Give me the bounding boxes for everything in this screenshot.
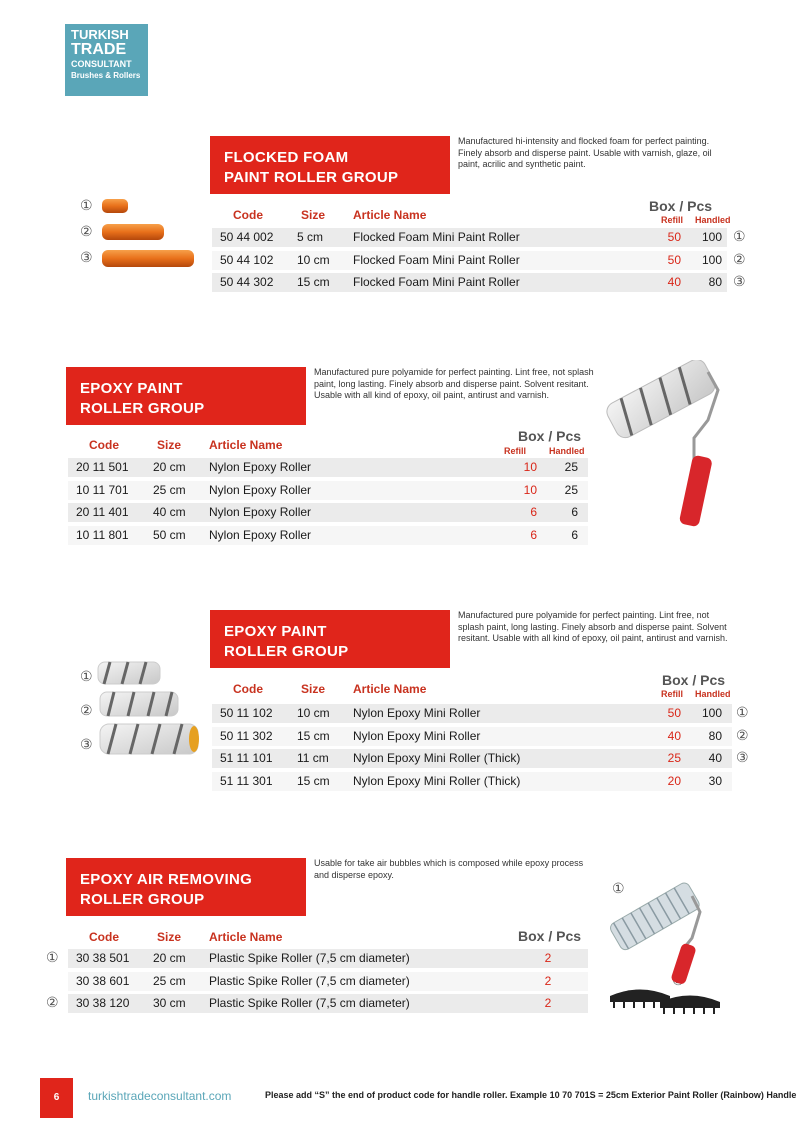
logo-line-2: TRADE <box>71 41 127 58</box>
section-4-title-line2: ROLLER GROUP <box>80 891 205 908</box>
section-3-title <box>210 610 450 668</box>
cell-code: 30 38 501 <box>76 951 130 965</box>
section-1-title <box>210 136 450 194</box>
cell-size: 20 cm <box>153 951 186 965</box>
cell-article-name: Flocked Foam Mini Paint Roller <box>353 230 520 244</box>
image-mark-2: ② <box>80 223 93 239</box>
section-2-description: Manufactured pure polyamide for perfect painting. Lint free, not splash paint, long lasting. Finely absorb and disperse paint. Solvent resitant. Usable with all kind of epoxy, oil paint, antirust and varnish. <box>314 367 594 400</box>
header-handled: Handled <box>549 446 585 456</box>
header-box-pcs: Box / Pcs <box>518 428 582 444</box>
section-1-description: Manufactured hi-intensity and flocked foam for perfect painting. Finely absorb and disperse paint. Usable with varnish, glaze, oil paint, acrilic and synthetic paint. <box>458 136 712 169</box>
cell-refill: 10 <box>523 460 537 474</box>
image-mark-3: ③ <box>80 249 93 265</box>
cell-article-name: Plastic Spike Roller (7,5 cm diameter) <box>209 996 410 1010</box>
section-2-table <box>68 428 598 458</box>
table-row <box>212 703 732 724</box>
cell-code: 50 44 102 <box>220 252 274 267</box>
section-4-title <box>66 858 306 916</box>
table-row <box>212 726 732 747</box>
row-mark: ① <box>46 949 59 965</box>
page-number: 6 <box>40 1078 73 1118</box>
table-row <box>212 748 732 769</box>
cell-refill: 6 <box>530 527 537 542</box>
row-mark: ② <box>46 994 59 1010</box>
cell-size: 30 cm <box>153 996 186 1010</box>
image-mark-3: ③ <box>80 736 93 752</box>
table-row <box>68 948 588 969</box>
header-box-pcs: Box / Pcs <box>649 198 713 214</box>
cell-size: 25 cm <box>153 482 186 497</box>
cell-code: 50 44 302 <box>220 275 274 289</box>
header-refill: Refill <box>661 215 684 225</box>
cell-size: 15 cm <box>297 275 330 289</box>
section-1-title-line2: PAINT ROLLER GROUP <box>224 169 399 186</box>
header-article-name: Article Name <box>353 682 427 696</box>
cell-code: 10 11 701 <box>76 482 129 497</box>
section-3-description: Manufactured pure polyamide for perfect painting. Lint free, not splash paint, long lasting. Finely absorb and disperse paint. Solvent resitant. Usable with all kind of epoxy, oil paint, antirust and varnish. <box>458 610 728 643</box>
cell-size: 11 cm <box>297 751 329 765</box>
image-mark-2: ② <box>80 702 93 718</box>
logo-line-3: CONSULTANT <box>71 59 132 69</box>
section-3-title-line1: EPOXY PAINT <box>224 623 327 640</box>
image-mark-1: ① <box>80 668 93 684</box>
cell-handled: 6 <box>571 505 578 519</box>
cell-handled: 40 <box>708 751 722 765</box>
table-row <box>68 502 588 523</box>
cell-refill: 50 <box>667 706 681 720</box>
header-size: Size <box>301 208 326 222</box>
cell-article-name: Nylon Epoxy Mini Roller <box>353 728 481 743</box>
cell-article-name: Flocked Foam Mini Paint Roller <box>353 275 520 289</box>
section-1-title-line1: FLOCKED FOAM <box>224 149 349 166</box>
header-article-name: Article Name <box>209 438 283 452</box>
cell-size: 25 cm <box>153 973 186 988</box>
header-refill: Refill <box>504 446 527 456</box>
cell-article-name: Plastic Spike Roller (7,5 cm diameter) <box>209 973 410 988</box>
cell-article-name: Nylon Epoxy Roller <box>209 527 312 542</box>
cell-size: 10 cm <box>297 252 330 267</box>
row-mark: ① <box>736 704 749 720</box>
section-2-product-image <box>596 360 726 535</box>
header-refill: Refill <box>661 689 684 699</box>
cell-article-name: Nylon Epoxy Mini Roller <box>353 706 481 720</box>
cell-code: 30 38 601 <box>76 973 130 988</box>
cell-code: 50 44 002 <box>220 230 274 244</box>
cell-refill: 6 <box>530 505 537 519</box>
cell-refill: 40 <box>667 728 681 743</box>
cell-size: 15 cm <box>297 773 330 788</box>
header-article-name: Article Name <box>209 930 283 944</box>
section-4-product-image <box>600 878 730 1028</box>
table-row <box>68 525 588 546</box>
table-row <box>212 771 732 792</box>
cell-code: 50 11 102 <box>220 706 273 720</box>
table-row <box>68 480 588 501</box>
cell-handled: 30 <box>708 773 722 788</box>
section-3-title-line2: ROLLER GROUP <box>224 643 349 660</box>
image-mark-1: ① <box>80 197 93 213</box>
section-4-table <box>68 920 598 950</box>
table-row <box>212 272 727 293</box>
cell-code: 20 11 401 <box>76 505 129 519</box>
cell-code: 51 11 301 <box>220 773 273 788</box>
cell-size: 50 cm <box>153 527 186 542</box>
section-2-title-line1: EPOXY PAINT <box>80 380 183 397</box>
cell-refill: 20 <box>667 773 681 788</box>
row-mark: ② <box>736 726 749 743</box>
cell-refill: 50 <box>667 252 681 267</box>
section-4-description: Usable for take air bubbles which is composed while epoxy process and disperse epoxy. <box>314 858 584 880</box>
cell-handled: 100 <box>701 252 722 267</box>
header-code: Code <box>233 682 263 696</box>
section-3-product-image <box>70 660 205 760</box>
cell-handled: 25 <box>564 482 578 497</box>
cell-handled: 80 <box>708 728 722 743</box>
row-mark: ① <box>733 228 746 244</box>
cell-box-pcs: 2 <box>544 951 552 965</box>
cell-article-name: Flocked Foam Mini Paint Roller <box>353 252 520 267</box>
nylon-rollers-illustration <box>70 660 205 760</box>
header-size: Size <box>157 438 182 452</box>
header-code: Code <box>89 438 119 452</box>
cell-handled: 100 <box>701 706 722 720</box>
cell-code: 30 38 120 <box>76 996 130 1010</box>
cell-code: 50 11 302 <box>220 728 273 743</box>
cell-article-name: Nylon Epoxy Roller <box>209 460 312 474</box>
spike-roller-illustration <box>600 878 730 1028</box>
section-4-title-line1: EPOXY AIR REMOVING <box>80 871 253 888</box>
cell-article-name: Nylon Epoxy Roller <box>209 482 312 497</box>
table-row <box>212 250 727 271</box>
table-row <box>68 457 588 478</box>
cell-article-name: Nylon Epoxy Mini Roller (Thick) <box>353 773 521 788</box>
logo-line-1: TURKISH <box>71 27 129 42</box>
header-box-pcs: Box / Pcs <box>518 928 582 944</box>
cell-size: 20 cm <box>153 460 186 474</box>
image-mark-1: ① <box>612 880 625 896</box>
row-mark: ③ <box>736 749 749 765</box>
brand-logo <box>65 24 148 96</box>
header-box-pcs: Box / Pcs <box>662 672 726 688</box>
cell-refill: 50 <box>667 230 681 244</box>
header-handled: Handled <box>695 215 731 225</box>
cell-handled: 25 <box>564 460 578 474</box>
cell-article-name: Plastic Spike Roller (7,5 cm diameter) <box>209 951 410 965</box>
cell-refill: 25 <box>667 751 681 765</box>
cell-refill: 40 <box>667 275 681 289</box>
header-handled: Handled <box>695 689 731 699</box>
section-3-table <box>212 672 772 702</box>
cell-handled: 6 <box>571 527 578 542</box>
header-size: Size <box>301 682 326 696</box>
cell-size: 40 cm <box>153 505 186 519</box>
cell-box-pcs: 2 <box>544 996 552 1010</box>
cell-size: 15 cm <box>297 728 330 743</box>
cell-handled: 100 <box>701 230 722 244</box>
cell-refill: 10 <box>523 482 537 497</box>
footer-note: Please add “S” the end of product code for handle roller. Example 10 70 701S = 25cm Exterior Paint Roller (Rainbow) Handle <box>265 1090 797 1100</box>
cell-size: 10 cm <box>297 706 330 720</box>
table-row <box>68 993 588 1014</box>
section-2-title <box>66 367 306 425</box>
cell-article-name: Nylon Epoxy Mini Roller (Thick) <box>353 751 521 765</box>
header-code: Code <box>233 208 263 222</box>
header-code: Code <box>89 930 119 944</box>
row-mark: ③ <box>733 273 746 289</box>
cell-size: 5 cm <box>297 230 324 244</box>
cell-code: 10 11 801 <box>76 527 129 542</box>
logo-line-4: Brushes & Rollers <box>71 71 141 80</box>
cell-code: 51 11 101 <box>220 751 273 765</box>
cell-article-name: Nylon Epoxy Roller <box>209 505 312 519</box>
table-row <box>68 971 588 992</box>
cell-handled: 80 <box>708 275 722 289</box>
orange-rollers-illustration <box>70 195 200 275</box>
website-link[interactable]: turkishtradeconsultant.com <box>88 1089 232 1103</box>
section-1-product-image <box>70 195 200 275</box>
cell-code: 20 11 501 <box>76 460 129 474</box>
row-mark: ② <box>733 250 746 267</box>
header-article-name: Article Name <box>353 208 427 222</box>
section-2-title-line2: ROLLER GROUP <box>80 400 205 417</box>
cell-box-pcs: 2 <box>544 973 552 988</box>
table-row <box>212 227 727 248</box>
header-size: Size <box>157 930 182 944</box>
